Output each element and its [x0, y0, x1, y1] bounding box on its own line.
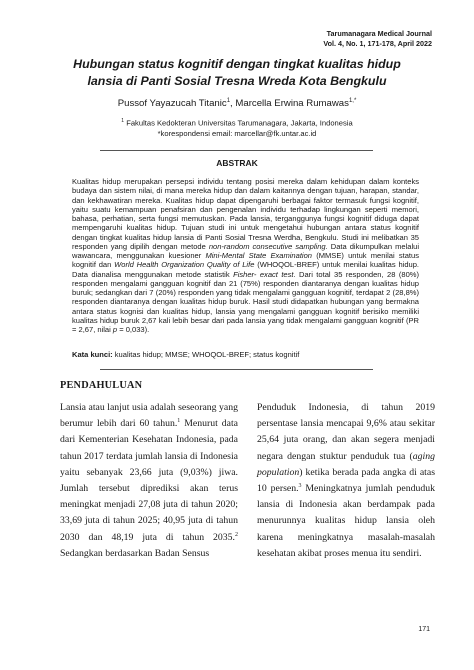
abstract-em-3: World Health Organization Quality of Life — [114, 260, 255, 270]
right-text-c: Meningkatnya jumlah penduduk lansia di Indonesia akan berdampak pada menurunnya kualitas hidup lansia oleh karena meningkatnya masalah-masalah kesehatan akibat proses menua itu sendiri. — [257, 483, 435, 559]
journal-name: Tarumanagara Medical Journal — [326, 29, 432, 38]
abstract-em-4: Fisher- exact test — [233, 269, 294, 279]
paper-title: Hubungan status kognitif dengan tingkat kualitas hidup lansia di Panti Sosial Tresna Wreda Kota Bengkulu — [73, 57, 401, 88]
keywords-label: Kata kunci: — [72, 350, 113, 359]
abstract-em-2: Mini-Mental State Examination — [205, 251, 312, 260]
abstract-text-4: (WHOQOL-BREF) untuk menilai kualitas hidup. Data dianalisa menggunakan metode statistik — [72, 260, 420, 279]
abstract-text-1: Kualitas hidup merupakan persepsi individu tentang posisi mereka dalam kehidupan dalam konteks budaya dan sistem nilai, di mana mereka hidup dan dalam kaitannya dengan tujuan, harapan, standar, dan kekhawatiran mereka. Kualitas hidup dapat dipengaruhi berbagai faktor termasuk fungsi kognitif, yaitu suatu kemampuan penafsiran dan pengenalan individu terhadap lingkungan seperti memori, bahasa, perhatian, serta fungsi memutuskan. Pada lansia, terganggunya fungsi kognitif diduga dapat mempengaruhi kualitas hidup. Tujuan studi ini untuk mengetahui hubungan antara status kognitif dengan tingkat kualitas hidup lansia di Panti Sosial Tresna Werdha, Bengkulu. Studi ini melibatkan 35 responden yang dipilih dengan metode — [72, 177, 419, 251]
author-2-sup: 1,* — [348, 98, 357, 104]
abstract-text-2: Data dikumpulkan melalui wawancara, menggunakan kuesioner — [72, 241, 420, 260]
right-citation: 3 — [298, 482, 302, 489]
left-text-a: Lansia atau lanjut usia adalah seseorang yang berumur lebih dari 60 tahun. — [60, 402, 238, 430]
left-text-b: Menurut data dari Kementerian Kesehatan Indonesia, pada tahun 2017 terdata jumlah lansia di Indonesia yaitu sebanyak 23,66 juta (9,03%) jiwa. Jumlah tersebut diprediksi akan terus meningkat menjadi 27,08 juta di tahun 2020; 33,69 juta di tahun 2025; 40,95 juta di tahun 2030 dan 48,19 juta di tahun 2035. — [60, 418, 238, 543]
journal-header — [323, 29, 432, 49]
right-text-a: Penduduk Indonesia, di tahun 2019 persentase lansia mencapai 9,6% atau sekitar 25,64 juta orang, dan akan segera menjadi negara dengan stuktur penduduk tua ( — [257, 402, 435, 462]
abstract-em-5: p — [112, 325, 118, 334]
abstract-text-5: . Dari total 35 responden, 28 (80%) responden mengalami gangguan kognitif dan 21 (75%) responden diantaranya dengan kualitas hidup buruk; sedangkan dari 7 (20%) responden yang tidak mengalami gangguan kognitif, terdapat 2 (28,8%) responden diantaranya dengan kualitas hidup buruk. Hasil studi didapatkan hubungan yang bermakna antara status kognisi dan kualitas hidup, lansia yang mengalami gangguan kognitif berisiko memiliki kualitas hidup buruk 2,67 kali lebih besar dari pada lansia yang tidak mengalami gangguan kognitif (PR = 2,67, nilai — [72, 269, 419, 334]
author-list: Pussof Yayazucah Titanic$^1$, Marcella Erwina Rumawas$^{1,*}$ — [117, 98, 357, 110]
abstract-bottom-rule — [100, 369, 373, 370]
affiliation-sup: 1 — [121, 118, 125, 124]
left-citation-1: 1 — [177, 417, 181, 424]
abstract-heading: ABSTRAK — [216, 158, 258, 168]
left-citation-2: 2 — [235, 531, 238, 538]
body-column-right — [257, 400, 435, 562]
correspondence-email: *korespondensi email: marcellar@fk.untar.ac.id — [157, 129, 317, 139]
affiliation — [40, 116, 434, 140]
author-1-sup: 1 — [226, 98, 231, 104]
right-text-b: ) ketika berada pada angka di atas 10 persen. — [257, 466, 435, 495]
abstract-em-1: non-random consecutive sampling. — [208, 241, 328, 251]
left-text-c: Sedangkan berdasarkan Badan Sensus — [60, 547, 210, 559]
right-em: aging population — [257, 450, 435, 478]
abstract-top-rule — [100, 150, 373, 151]
section-heading: PENDAHULUAN — [60, 380, 143, 391]
page-number: 171 — [418, 626, 430, 633]
keywords-text: kualitas hidup; MMSE; WHOQOL-BREF; status kognitif — [112, 350, 300, 359]
abstract-body — [72, 177, 419, 334]
keywords — [72, 350, 299, 359]
journal-issue: Vol. 4, No. 1, 171-178, April 2022 — [323, 39, 432, 48]
abstract-text-3: (MMSE) untuk menilai status kognitif dan — [72, 251, 419, 270]
abstract-text-6: = 0,033). — [117, 325, 150, 334]
author-1: Pussof Yayazucah Titanic — [117, 98, 227, 110]
affiliation-line: Fakultas Kedokteran Universitas Tarumanagara, Jakarta, Indonesia — [126, 118, 353, 128]
body-column-left — [60, 400, 238, 562]
author-2: Marcella Erwina Rumawas — [235, 98, 349, 110]
